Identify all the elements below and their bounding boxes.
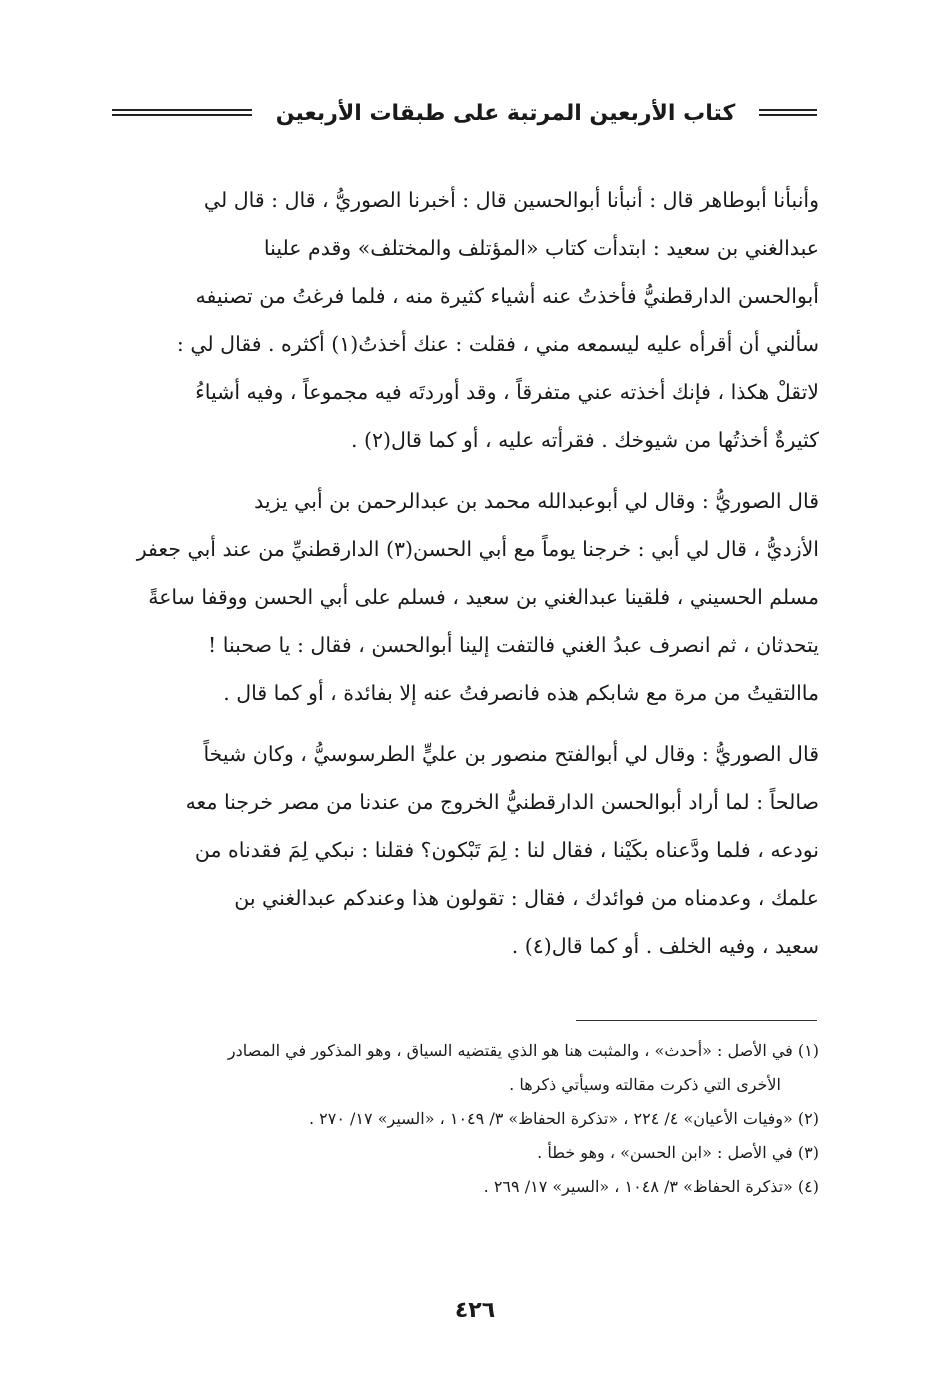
text-line: سعيد ، وفيه الخلف . أو كما قال(٤) . — [511, 934, 819, 958]
text-line: سألني أن أقرأه عليه ليسمعه مني ، فقلت : عنك أخذتُ(١) أكثره . فقال لي : — [176, 332, 819, 356]
text-line: كثيرةٌ أخذتُها من شيوخك . فقرأته عليه ، أو كما قال(٢) . — [350, 428, 819, 452]
footnote-4: (٤) «تذكرة الحفاظ» ٣/ ١٠٤٨ ، «السير» ١٧/ ٢٦٩ . — [483, 1177, 819, 1196]
text-line: الأزديُّ ، قال لي أبي : خرجنا يوماً مع أبي الحسن(٣) الدارقطنيِّ من عند أبي جعفر — [136, 537, 819, 561]
footnote-1-continuation: الأخرى التي ذكرت مقالته وسيأتي ذكرها . — [509, 1075, 781, 1094]
text-line: قال الصوريُّ : وقال لي أبوعبدالله محمد بن عبدالرحمن بن أبي يزيد — [254, 489, 819, 513]
page-number: ٤٢٦ — [454, 1298, 496, 1323]
footnote-3: (٣) في الأصل : «ابن الحسن» ، وهو خطأ . — [537, 1143, 819, 1162]
header-title: كتاب الأربعين المرتبة على طبقات الأربعين — [275, 101, 736, 126]
text-line: قال الصوريُّ : وقال لي أبوالفتح منصور بن عليٍّ الطرسوسيُّ ، وكان شيخاً — [203, 742, 819, 766]
body-text — [108, 176, 819, 970]
paragraph-1 — [108, 176, 819, 464]
paragraph-3 — [108, 730, 819, 970]
footnote-separator — [576, 1020, 817, 1021]
text-line: عبدالغني بن سعيد : ابتدأت كتاب «المؤتلف والمختلف» وقدم علينا — [263, 236, 819, 260]
text-line: لاتقلْ هكذا ، فإنك أخذته عني متفرقاً ، وقد أوردتَه فيه مجموعاً ، وفيه أشياءُ — [195, 380, 819, 404]
text-line: ماالتقيتُ من مرة مع شابكم هذه فانصرفتُ عنه إلا بفائدة ، أو كما قال . — [223, 681, 819, 705]
text-line: أبوالحسن الدارقطنيُّ فأخذتُ عنه أشياء كثيرة منه ، فلما فرغتُ من تصنيفه — [195, 284, 819, 308]
header-rule-right — [759, 109, 817, 116]
text-line: مسلم الحسيني ، فلقينا عبدالغني بن سعيد ، فسلم على أبي الحسن ووقفا ساعةً — [148, 585, 819, 609]
footnote-2: (٢) «وفيات الأعيان» ٤/ ٢٢٤ ، «تذكرة الحفاظ» ٣/ ١٠٤٩ ، «السير» ١٧/ ٢٧٠ . — [308, 1109, 819, 1128]
footnote-1: (١) في الأصل : «أحدث» ، والمثبت هنا هو الذي يقتضيه السياق ، وهو المذكور في المصادر — [227, 1041, 819, 1060]
paragraph-2 — [108, 477, 819, 717]
text-line: وأنبأنا أبوطاهر قال : أنبأنا أبوالحسين قال : أخبرنا الصوريُّ ، قال : قال لي — [203, 188, 819, 212]
text-line: نودعه ، فلما ودَّعناه بكَيْنا ، فقال لنا : لِمَ تَبْكون؟ فقلنا : نبكي لِمَ فقدناه من — [194, 838, 819, 862]
footnotes — [108, 1034, 819, 1204]
running-header — [112, 96, 817, 136]
text-line: صالحاً : لما أراد أبوالحسن الدارقطنيُّ الخروج من عندنا من مصر خرجنا معه — [185, 790, 819, 814]
header-rule-left — [112, 109, 252, 116]
text-line: علمك ، وعدمناه من فوائدك ، فقال : تقولون هذا وعندكم عبدالغني بن — [234, 886, 819, 910]
text-line: يتحدثان ، ثم انصرف عبدُ الغني فالتفت إلينا أبوالحسن ، فقال : يا صحبنا ! — [208, 633, 819, 657]
